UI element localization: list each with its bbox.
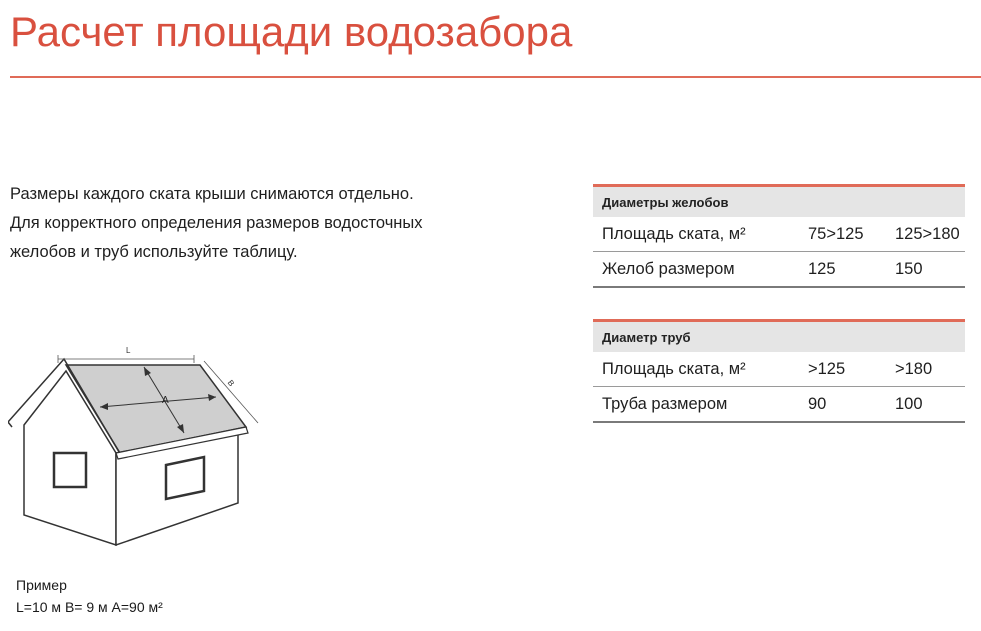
row-value: 125>180 [895,224,960,243]
intro-line: желобов и труб используйте таблицу. [10,243,298,261]
row-value: 150 [895,259,923,278]
window [166,457,204,499]
table-row [593,252,965,288]
dimension-label-l: L [126,346,131,355]
example-block [16,574,163,618]
row-label: Площадь ската, м² [602,224,746,243]
row-value: 100 [895,394,923,413]
intro-line: Размеры каждого ската крыши снимаются отдельно. [10,185,414,203]
row-label: Площадь ската, м² [602,359,746,378]
window [54,453,86,487]
area-label-a: A [162,395,169,406]
intro-line: Для корректного определения размеров водосточных [10,214,423,232]
page-title: Расчет площади водозабора [10,8,573,55]
row-value: >180 [895,359,933,378]
table-row [593,387,965,423]
example-heading: Пример [16,577,67,593]
title-divider [10,76,981,78]
gutters-table [593,184,965,288]
row-value: 90 [808,394,827,413]
house-roof-diagram [8,335,278,555]
row-value: 125 [808,259,836,278]
row-label: Желоб размером [602,259,735,278]
pipes-table-heading: Диаметр труб [593,322,965,352]
pipes-table [593,319,965,423]
dimension-label-b: B [225,378,236,389]
roof-edge [8,422,12,427]
row-label: Труба размером [602,394,728,413]
table-row [593,217,965,252]
table-row [593,352,965,387]
row-value: 75>125 [808,224,864,243]
example-values: L=10 м B= 9 м A=90 м² [16,599,163,615]
intro-text [10,180,490,267]
row-value: >125 [808,359,846,378]
gutters-table-heading: Диаметры желобов [593,187,965,217]
